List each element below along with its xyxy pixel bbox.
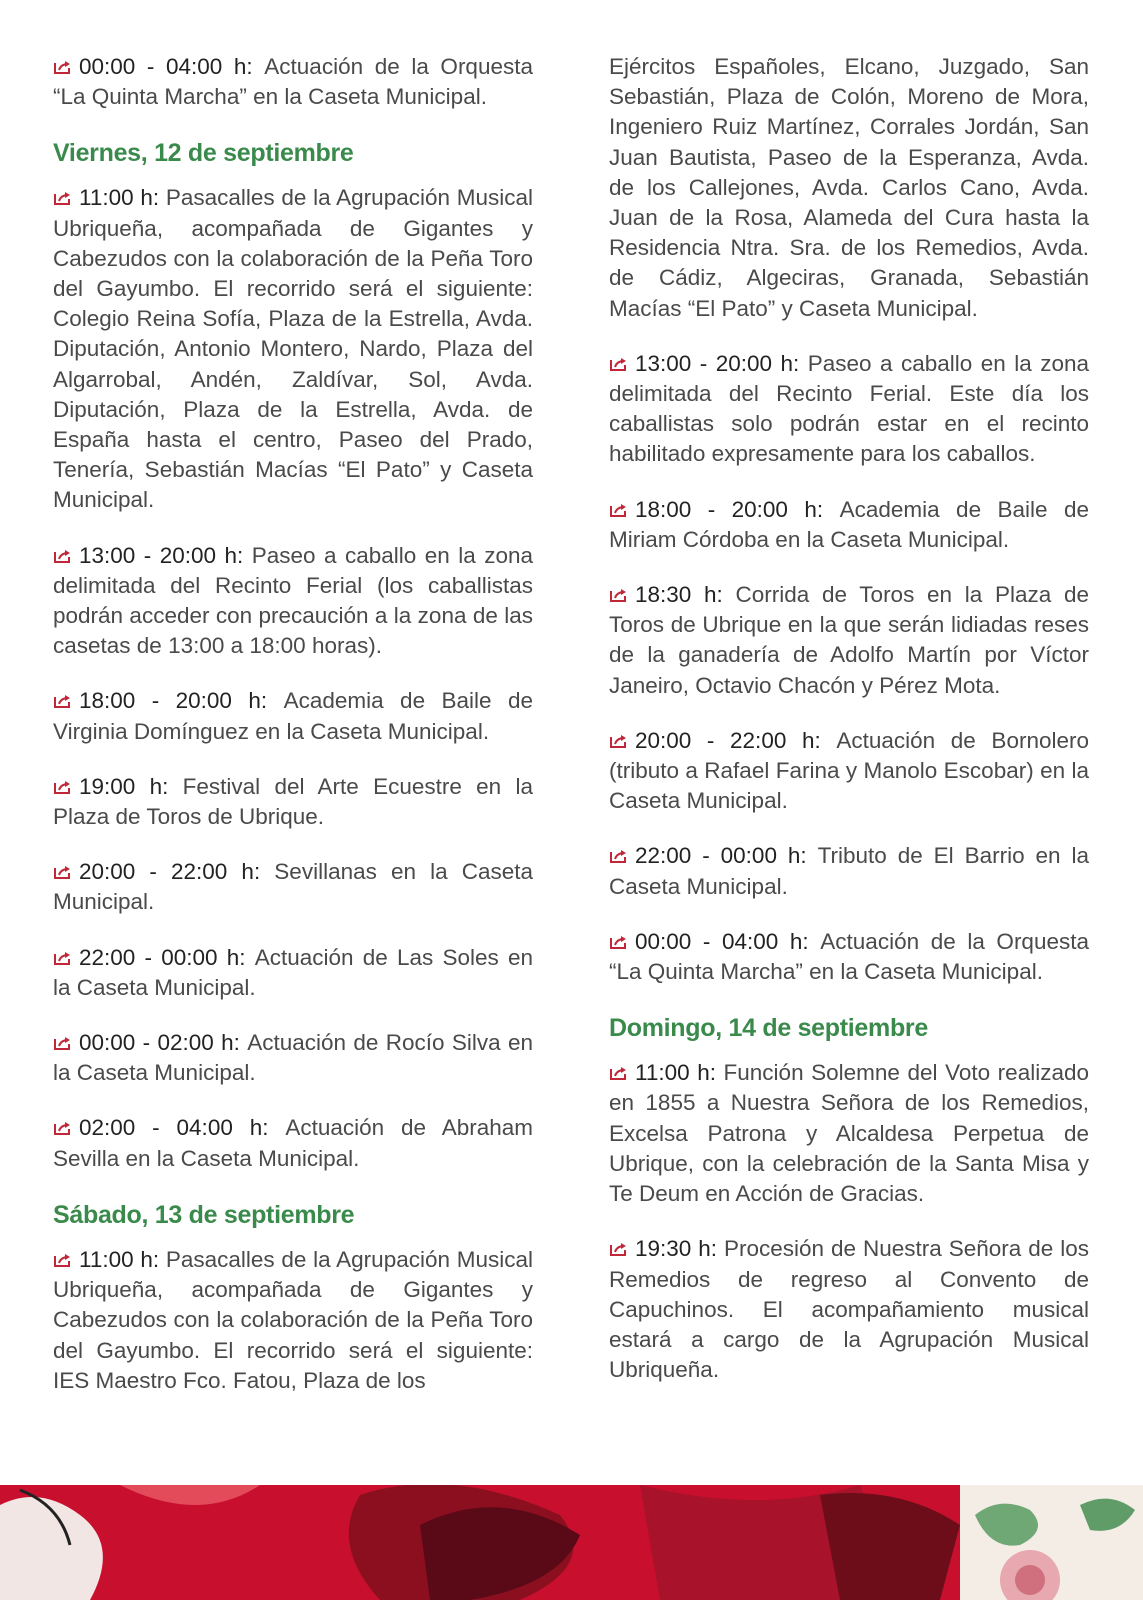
arrow-out-icon [609, 356, 629, 372]
arrow-out-icon [609, 587, 629, 603]
schedule-entry [609, 1058, 1089, 1209]
time-colon: : [152, 1246, 166, 1272]
time-colon: : [814, 727, 837, 753]
arrow-out-icon [609, 1065, 629, 1081]
arrow-out-icon [609, 848, 629, 864]
day-heading: Viernes, 12 de septiembre [53, 139, 354, 168]
time-colon: : [233, 1030, 248, 1056]
entry-time: 11:00 h [635, 1060, 710, 1086]
arrow-out-icon [53, 693, 73, 709]
entry-text: Tributo de El Barrio en la Caseta Municipal. [609, 843, 1089, 899]
entry-text: Academia de Baile de Virginia Domínguez en la Caseta Municipal. [53, 688, 533, 744]
arrow-out-icon [53, 190, 73, 206]
time-colon: : [239, 944, 255, 970]
entry-text: Actuación de la Orquesta “La Quinta Marcha” en la Caseta Municipal. [53, 54, 533, 110]
day-heading: Domingo, 14 de septiembre [609, 1014, 928, 1043]
entry-time: 19:30 h [635, 1236, 711, 1262]
arrow-out-icon [53, 779, 73, 795]
arrow-out-icon [609, 733, 629, 749]
time-colon: : [793, 350, 808, 376]
time-colon: : [237, 542, 252, 568]
banner-flower-center [1015, 1565, 1045, 1595]
schedule-entry [53, 1113, 533, 1173]
time-colon: : [709, 1060, 724, 1086]
schedule-entry-continued: Ejércitos Españoles, Elcano, Juzgado, San Sebastián, Plaza de Colón, Moreno de Mora, Ingeniero Ruiz Martínez, Corrales Jordán, San Juan Bautista, Paseo de la Esperanza, Avda. de los Callejones, Avda. Carlos Cano, Avda. Juan de la Rosa, Alameda del Cura hasta la Residencia Ntra. Sra. de los Remedios, Avda. de Cádiz, Algeciras, Granada, Sebastián Macías “El Pato” y Caseta Municipal. [609, 54, 1089, 321]
decorative-banner [0, 1485, 1143, 1600]
time-colon: : [152, 185, 166, 211]
entry-text: Paseo a caballo en la zona delimitada del Recinto Ferial (los caballistas podrán acceder con precaución a la zona de las casetas de 13:00 a 18:00 horas). [53, 542, 533, 659]
entry-time: 22:00 - 00:00 h [635, 843, 801, 869]
entry-time: 19:00 h [79, 773, 163, 799]
entry-time: 00:00 - 04:00 h [635, 928, 803, 954]
arrow-out-icon [609, 502, 629, 518]
time-colon: : [800, 843, 818, 869]
left-column [53, 52, 533, 1421]
time-colon: : [246, 54, 265, 79]
time-colon: : [802, 928, 821, 954]
entry-text: Pasacalles de la Agrupación Musical Ubriqueña, acompañada de Gigantes y Cabezudos con la colaboración de la Peña Toro del Gayumbo. El recorrido será el siguiente: IES Maestro Fco. Fatou, Plaza de los [53, 1246, 533, 1393]
entry-text: Festival del Arte Ecuestre en la Plaza de Toros de Ubrique. [53, 773, 533, 830]
arrow-out-icon [53, 548, 73, 564]
schedule-entry [53, 772, 533, 832]
entry-time: 11:00 h [79, 185, 153, 211]
entry-time: 20:00 - 22:00 h [79, 859, 254, 885]
arrow-out-icon [609, 1241, 629, 1257]
schedule-entry [609, 349, 1089, 470]
entry-time: 13:00 - 20:00 h [635, 350, 794, 376]
right-column [609, 52, 1089, 1410]
time-colon: : [710, 1236, 724, 1262]
schedule-entry [53, 943, 533, 1003]
arrow-out-icon [53, 1252, 73, 1268]
entry-time: 02:00 - 04:00 h [79, 1115, 263, 1141]
schedule-entry [609, 495, 1089, 555]
arrow-out-icon [53, 1035, 73, 1051]
entry-time: 18:00 - 20:00 h [79, 688, 261, 714]
schedule-entry [609, 580, 1089, 701]
arrow-out-icon [53, 950, 73, 966]
schedule-entry [53, 183, 533, 515]
entry-text: Procesión de Nuestra Señora de los Remedios de regreso al Convento de Capuchinos. El acompañamiento musical estará a cargo de la Agrupación Musical Ubriqueña. [609, 1236, 1089, 1383]
entry-time: 00:00 - 02:00 h [79, 1030, 234, 1056]
schedule-entry [609, 1234, 1089, 1385]
arrow-out-icon [53, 59, 73, 75]
entry-time: 18:00 - 20:00 h [635, 496, 817, 522]
day-heading: Sábado, 13 de septiembre [53, 1200, 355, 1229]
entry-text: Sevillanas en la Caseta Municipal. [53, 859, 533, 915]
entry-time: 22:00 - 00:00 h [79, 944, 240, 970]
time-colon: : [716, 582, 736, 608]
schedule-entry [53, 1245, 533, 1396]
entry-time: 00:00 - 04:00 h [79, 54, 247, 79]
schedule-entry [53, 52, 533, 112]
entry-time: 20:00 - 22:00 h [635, 727, 815, 753]
schedule-entry [609, 726, 1089, 817]
schedule-entry [53, 857, 533, 917]
entry-text: Actuación de Las Soles en la Caseta Municipal. [53, 944, 533, 1000]
entry-text: Actuación de la Orquesta “La Quinta Marcha” en la Caseta Municipal. [609, 928, 1089, 985]
arrow-out-icon [609, 934, 629, 950]
entry-text: Actuación de Rocío Silva en la Caseta Municipal. [53, 1030, 533, 1086]
time-colon: : [260, 688, 284, 714]
entry-text: Actuación de Abraham Sevilla en la Caseta Municipal. [53, 1115, 533, 1171]
arrow-out-icon [53, 864, 73, 880]
time-colon: : [253, 859, 275, 885]
entry-text: Pasacalles de la Agrupación Musical Ubriqueña, acompañada de Gigantes y Cabezudos con la colaboración de la Peña Toro del Gayumbo. El recorrido será el siguiente: Colegio Reina Sofía, Plaza de la Estrella, Avda. Diputación, Antonio Montero, Nardo, Plaza del Algarrobal, Andén, Zaldívar, Sol, Avda. Diputación, Plaza de la Estrella, Avda. de España hasta el centro, Paseo del Prado, Tenería, Sebastián Macías “El Pato” y Caseta Municipal. [53, 185, 533, 513]
entry-text: Paseo a caballo en la zona delimitada del Recinto Ferial. Este día los caballistas solo podrán estar en el recinto habilitado expresamente para los caballos. [609, 350, 1089, 467]
schedule-entry [53, 686, 533, 746]
schedule-entry [609, 927, 1089, 987]
entry-text: Actuación de Bornolero (tributo a Rafael Farina y Manolo Escobar) en la Caseta Municipal. [609, 727, 1089, 814]
entry-time: 18:30 h [635, 582, 717, 608]
entry-time: 13:00 - 20:00 h [79, 542, 238, 568]
time-colon: : [816, 496, 840, 522]
entry-text: Corrida de Toros en la Plaza de Toros de Ubrique en la que serán lidiadas reses de la ganadería de Adolfo Martín por Víctor Janeiro, Octavio Chacón y Pérez Mota. [609, 582, 1089, 698]
arrow-out-icon [53, 1120, 73, 1136]
entry-time: 11:00 h [79, 1246, 153, 1272]
entry-text: Función Solemne del Voto realizado en 1855 a Nuestra Señora de los Remedios, Excelsa Patrona y Alcaldesa Perpetua de Ubrique, con la celebración de la Santa Misa y Te Deum en Acción de Gracias. [609, 1060, 1089, 1207]
schedule-entry [53, 541, 533, 662]
time-colon: : [262, 1115, 286, 1141]
entry-text: Academia de Baile de Miriam Córdoba en la Caseta Municipal. [609, 496, 1089, 552]
schedule-entry [53, 1028, 533, 1088]
time-colon: : [162, 773, 183, 799]
schedule-entry [609, 841, 1089, 901]
